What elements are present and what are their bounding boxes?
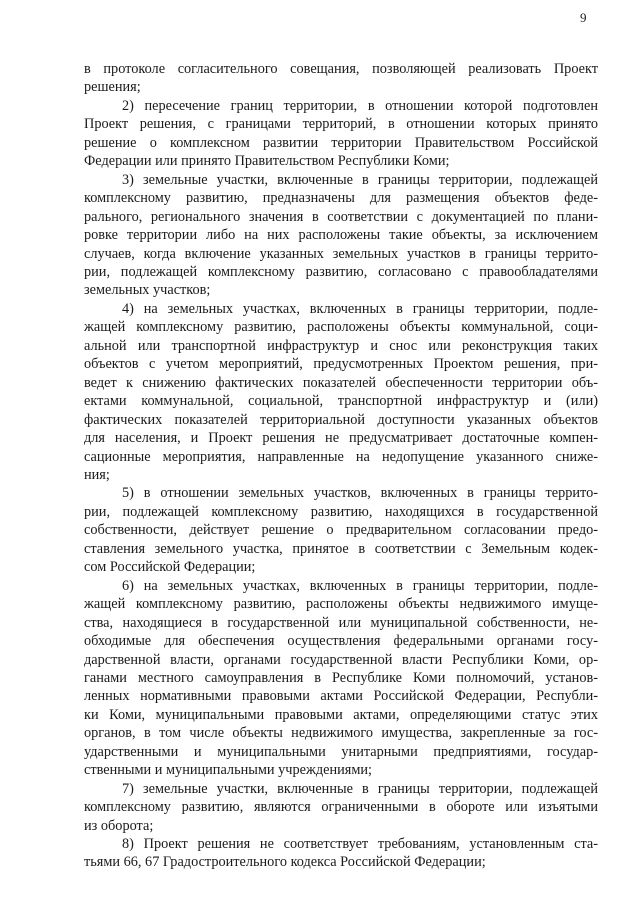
text-line: ленных нормативными правовыми актами Российской Федерации, Республи-	[84, 688, 598, 705]
text-line: ведет к снижению фактических показателей обеспеченности территории объ-	[84, 374, 598, 391]
list-item-4	[84, 300, 598, 485]
text-line: ставления земельного участка, принятое в соответствии с Земельным кодек-	[84, 540, 598, 557]
document-body	[84, 60, 598, 872]
text-line: объектов с учетом мероприятий, предусмотренных Проектом решения, при-	[84, 356, 598, 373]
text-line: 2) пересечение границ территории, в отношении которой подготовлен	[122, 97, 598, 114]
text-line: ударственными и муниципальными унитарными предприятиями, государ-	[84, 743, 598, 760]
text-line: 6) на земельных участках, включенных в границы территории, подле-	[122, 577, 598, 594]
text-line: обходимые для обеспечения осуществления федеральными органами госу-	[84, 633, 598, 650]
text-line: случаев, когда включение указанных земельных участков в границы террито-	[84, 245, 598, 262]
text-line: фактических показателей территориальной доступности указанных объектов	[84, 411, 598, 428]
text-line: Проект решения, с границами территорий, в отношении которых принято	[84, 116, 598, 133]
text-line: тьями 66, 67 Градостроительного кодекса Российской Федерации;	[84, 854, 486, 871]
text-line: ственными и муниципальными учреждениями;	[84, 762, 372, 779]
text-line: решение о комплексном развитии территории Правительством Российской	[84, 134, 598, 151]
text-line: ганами местного самоуправления в Республике Коми полномочий, установ-	[84, 669, 598, 686]
text-line: сационные мероприятия, направленные на недопущение указанного сниже-	[84, 448, 598, 465]
text-line: ния;	[84, 466, 110, 483]
text-line: из оборота;	[84, 817, 154, 834]
text-line: Федерации или принято Правительством Республики Коми;	[84, 153, 450, 170]
text-line: 3) земельные участки, включенные в границы территории, подлежащей	[122, 171, 598, 188]
text-line: 8) Проект решения не соответствует требованиям, установленным ста-	[122, 836, 598, 853]
page-number: 9	[580, 10, 587, 25]
text-line: комплексному развитию, предназначены для размещения объектов феде-	[84, 190, 598, 207]
text-line: земельных участков;	[84, 282, 211, 299]
text-line: для населения, и Проект решения не предусматривает достаточные компен-	[84, 430, 598, 447]
text-line: жащей комплексному развитию, расположены объекты коммунальной, соци-	[84, 319, 598, 336]
text-line: рального, регионального значения в соответствии с документацией по плани-	[84, 208, 598, 225]
text-line: дарственной власти, органами государственной власти Республики Коми, ор-	[84, 651, 598, 668]
text-line: комплексному развитию, являются ограниченными в обороте или изъятыми	[84, 799, 598, 816]
list-item-2	[84, 97, 598, 171]
text-line: в протоколе согласительного совещания, позволяющей реализовать Проект	[84, 61, 598, 77]
text-line: 7) земельные участки, включенные в границы территории, подлежащей	[122, 780, 598, 797]
list-item-3	[84, 171, 598, 300]
text-line: решения;	[84, 79, 141, 96]
text-line: рии, подлежащей комплексному развитию, находящихся в государственной	[84, 503, 598, 520]
text-line: ства, находящиеся в государственной или муниципальной собственности, не-	[84, 614, 598, 631]
text-line: органов, в том числе объекты недвижимого имущества, закрепленные за гос-	[84, 725, 598, 742]
text-line: жащей комплексному развитию, расположены объекты недвижимого имуще-	[84, 596, 598, 613]
text-line: собственности, действует решение о предварительном согласовании предо-	[84, 522, 598, 539]
text-line: 5) в отношении земельных участков, включенных в границы террито-	[122, 485, 598, 502]
text-line: 4) на земельных участках, включенных в границы территории, подле-	[122, 300, 598, 317]
text-line: ектами коммунальной, социальной, транспортной инфраструктур и (или)	[84, 393, 598, 410]
text-line: ровке территории либо на них расположены такие объекты, за исключением	[84, 227, 598, 244]
text-line: рии, подлежащей комплексному развитию, согласовано с правообладателями	[84, 263, 598, 280]
text-line: сом Российской Федерации;	[84, 559, 256, 576]
list-item-6	[84, 577, 598, 780]
paragraph-continuation	[84, 60, 598, 97]
list-item-5	[84, 484, 598, 576]
text-line: ки Коми, муниципальными правовыми актами, определяющими статус этих	[84, 706, 598, 723]
list-item-8	[84, 835, 598, 872]
list-item-7	[84, 780, 598, 835]
text-line: альной или транспортной инфраструктур и снос или реконструкция таких	[84, 337, 598, 354]
